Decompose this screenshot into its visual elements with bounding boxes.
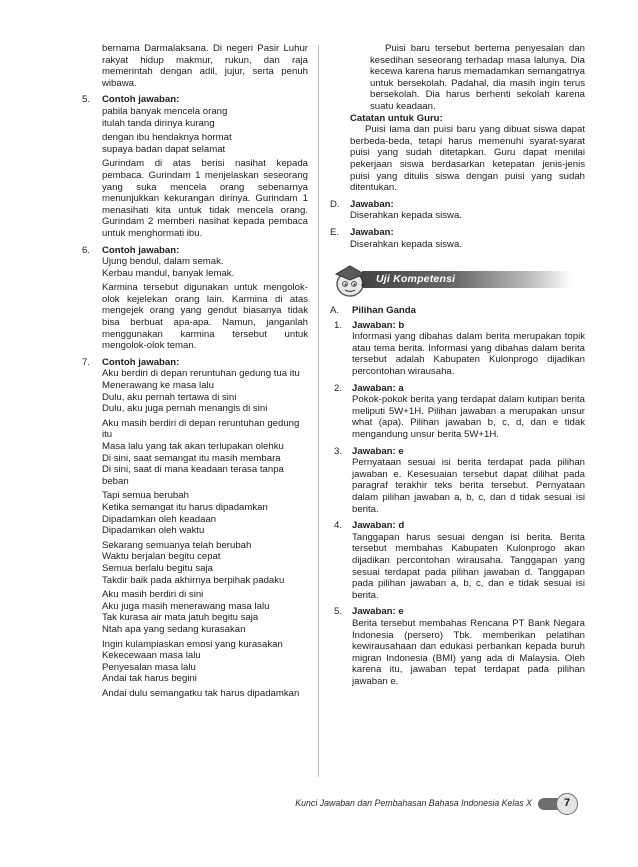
teacher-note-text: Puisi lama dan puisi baru yang dibuat siswa dapat berbeda-beda, tetapi harus memenuhi syarat-syarat puisi yang sudah ditetapkan. Guru dapat menilai pekerjaan siswa berdasarkan ketepatan jenis-jenis puisi yang ditulis siswa dengan puisi yang sudah ditentukan. xyxy=(350,124,585,194)
poem-line: Kekecewaan masa lalu xyxy=(102,650,201,662)
poem-line: Dulu, aku pernah tertawa di sini xyxy=(102,391,237,403)
footer-book-title: Kunci Jawaban dan Pembahasan Bahasa Indonesia Kelas X xyxy=(295,798,532,809)
answer-item-6 xyxy=(82,245,308,352)
poem-stanza xyxy=(102,540,308,586)
poem-line: Aku masih berdiri di depan reruntuhan gedung itu xyxy=(102,417,300,441)
section-letter: A. xyxy=(330,305,340,317)
poem-line: Dipadamkan oleh keadaan xyxy=(102,513,217,525)
page-footer xyxy=(295,792,580,816)
poem-line: Waktu berjalan begitu cepat xyxy=(102,551,221,563)
right-column xyxy=(330,43,585,688)
poem-line: Ingin kulampiaskan emosi yang kurasakan xyxy=(102,638,283,650)
item-title: Contoh jawaban: xyxy=(102,94,180,106)
item-number: 5. xyxy=(82,94,91,106)
poem-stanza xyxy=(102,418,308,488)
poem-line: Tapi semua berubah xyxy=(102,490,189,502)
item-text: Informasi yang dibahas dalam berita merupakan topik atau tema berita. Informasi yang dibahas dalam berita tersebut adalah Kabupaten Kulonprogo dijadikan percontohan wirausaha. xyxy=(352,331,585,378)
item-number: 7. xyxy=(82,356,91,368)
intro-paragraph: bernama Darmalaksana. Di negeri Pasir Luhur rakyat hidup makmur, rukun, dan raja memerintah dengan adil, jujur, serta penuh wibawa. xyxy=(102,43,308,89)
poem-line: Aku masih berdiri di sini xyxy=(102,589,204,601)
mc-answer-3 xyxy=(330,446,585,516)
item-text: Tanggapan harus sesuai dengan isi berita. Berita tersebut membahas Kabupaten Kulonprogo akan dijadikan percontohan wirausaha. Tanggapan yang sesuai terdapat pada pilihan jawaban d. Tanggapan pada pilihan jawaban a, b, c, dan e tidak sesuai isi berita. xyxy=(352,531,585,601)
mc-answer-4 xyxy=(330,520,585,601)
item-title: Jawaban: e xyxy=(352,606,404,618)
poem-stanza xyxy=(102,688,308,700)
section-text: Diserahkan kepada siswa. xyxy=(350,210,462,222)
poem-line: Tak kurasa air mata jatuh begitu saja xyxy=(102,612,259,624)
item-text: Berita tersebut membahas Rencana PT Bank Negara Indonesia (persero) Tbk. memberikan pelatihan kewirausahaan dan edukasi perbankan kepada buruh migran Indonesia (BMI) yang ada di Malaysia. Oleh karena itu, jawaban tepat terdapat pada pilihan jawaban e. xyxy=(352,617,585,687)
section-letter: D. xyxy=(330,198,340,210)
item-title: Jawaban: b xyxy=(352,319,405,331)
poem-line: Aku juga masih menerawang masa lalu xyxy=(102,600,270,612)
section-a-heading xyxy=(330,305,585,317)
section-letter: E. xyxy=(330,226,340,238)
mc-answer-5 xyxy=(330,606,585,687)
answer-d xyxy=(330,199,585,222)
poem-line: Masa lalu yang tak akan terlupakan olehku xyxy=(102,441,284,452)
item-title: Jawaban: a xyxy=(352,382,404,394)
poem-line: supaya badan dapat selamat xyxy=(102,143,226,155)
poem-line: Di sini, saat di mana keadaan terasa tanpa beban xyxy=(102,464,284,487)
poem-line: Ntah apa yang sedang kurasakan xyxy=(102,623,246,635)
mc-answer-2 xyxy=(330,383,585,441)
poem-line: Andai dulu semangatku tak harus dipadamkan xyxy=(102,687,300,699)
teacher-note xyxy=(330,113,585,194)
section-text: Diserahkan kepada siswa. xyxy=(350,238,462,250)
explanation-paragraph: Karmina tersebut digunakan untuk mengolok-olok kejelekan orang lain. Karmina di atas mengejek orang yang gendut biasanya tidak bisa berbuat apa-apa. Namun, janganlah menggunakan karmina tersebut untuk mengolok-olok teman. xyxy=(102,282,308,352)
mc-answer-1 xyxy=(330,320,585,378)
item-number: 2. xyxy=(334,382,343,394)
poem-stanza xyxy=(102,490,308,536)
page-number: 7 xyxy=(556,793,578,815)
item-number: 4. xyxy=(334,520,343,532)
poem-explanation xyxy=(330,43,585,113)
poem-line: Takdir baik pada akhirnya berpihak padaku xyxy=(102,574,285,586)
section-title: Pilihan Ganda xyxy=(352,305,416,317)
item-number: 1. xyxy=(334,319,343,331)
section-title: Jawaban: xyxy=(350,226,394,238)
column-divider xyxy=(318,45,319,777)
section-title: Jawaban: xyxy=(350,198,394,210)
answer-item-5 xyxy=(82,94,308,239)
poem-line: Aku berdiri di depan reruntuhan gedung tua itu xyxy=(102,368,300,380)
left-column xyxy=(82,43,308,699)
poem-line: Menerawang ke masa lalu xyxy=(102,380,214,392)
poem-line: Di sini, saat semangat itu masih membara xyxy=(102,452,281,464)
student-mascot-icon xyxy=(330,260,370,298)
item-title: Contoh jawaban: xyxy=(102,244,180,256)
explanation-paragraph: Gurindam di atas berisi nasihat kepada pembaca. Gurindam 1 menjelaskan seseorang yang suka mencela orang sebenarnya menunjukkan kekurangan dirinya. Gurindam 1 menasihati kita untuk tidak mencela orang. Gurindam 2 memberi nasihat kepada pembaca untuk menghormati ibu. xyxy=(102,158,308,239)
poem-stanza xyxy=(102,639,308,685)
poem-line: Ketika semangat itu harus dipadamkan xyxy=(102,501,268,513)
item-number: 5. xyxy=(334,606,343,618)
item-text: Pokok-pokok berita yang terdapat dalam kutipan berita meliputi 5W+1H. Pilihan jawaban a merupakan unsur what (apa). Pilihan jawaban b, c, d, dan e tidak mengandung unsur berita 5W+1H. xyxy=(352,394,585,441)
poem-line: Ujung bendul, dalam semak. xyxy=(102,256,224,268)
teacher-note-title: Catatan untuk Guru: xyxy=(350,112,443,124)
poem-line: Kerbau mandul, banyak lemak. xyxy=(102,267,235,279)
answer-item-7 xyxy=(82,357,308,700)
poem-line: Dulu, aku juga pernah menangis di sini xyxy=(102,403,268,415)
poem-explanation-text: Puisi baru tersebut bertema penyesalan dan kesedihan seseorang terhadap masa lalunya. Dia kecewa karena harus memadamkan semangatnya untuk bersekolah. Padahal, dia masih ingin terus bersekolah. Dia harus berhenti sekolah karena suatu keadaan. xyxy=(370,43,585,112)
poem-stanza xyxy=(102,589,308,635)
answer-e xyxy=(330,227,585,250)
banner-title: Uji Kompetensi xyxy=(376,273,456,286)
poem-line: Andai tak harus begini xyxy=(102,673,197,685)
poem-line: itulah tanda dirinya kurang xyxy=(102,117,215,129)
item-title: Jawaban: d xyxy=(352,520,405,532)
item-text: Pernyataan sesuai isi berita terdapat pada pilihan jawaban e. Kesesuaian tersebut dapat dilihat pada paragraf terakhir teks berita tersebut. Pernyataan dalam pilihan jawaban a, b, c, dan d tidak sesuai isi berita. xyxy=(352,457,585,515)
item-title: Jawaban: e xyxy=(352,445,404,457)
item-number: 6. xyxy=(82,244,91,256)
item-title: Contoh jawaban: xyxy=(102,356,180,368)
poem-line: Penyesalan masa lalu xyxy=(102,661,196,673)
item-number: 3. xyxy=(334,445,343,457)
poem-stanza xyxy=(102,368,308,414)
page-number-badge xyxy=(538,793,580,815)
poem-line: Sekarang semuanya telah berubah xyxy=(102,539,252,551)
poem-line: pabila banyak mencela orang xyxy=(102,105,228,117)
poem-line: Semua berlalu begitu saja xyxy=(102,562,213,574)
poem-line: Dipadamkan oleh waktu xyxy=(102,525,205,537)
poem-line: dengan ibu hendaknya hormat xyxy=(102,132,232,144)
uji-kompetensi-banner xyxy=(330,260,585,298)
